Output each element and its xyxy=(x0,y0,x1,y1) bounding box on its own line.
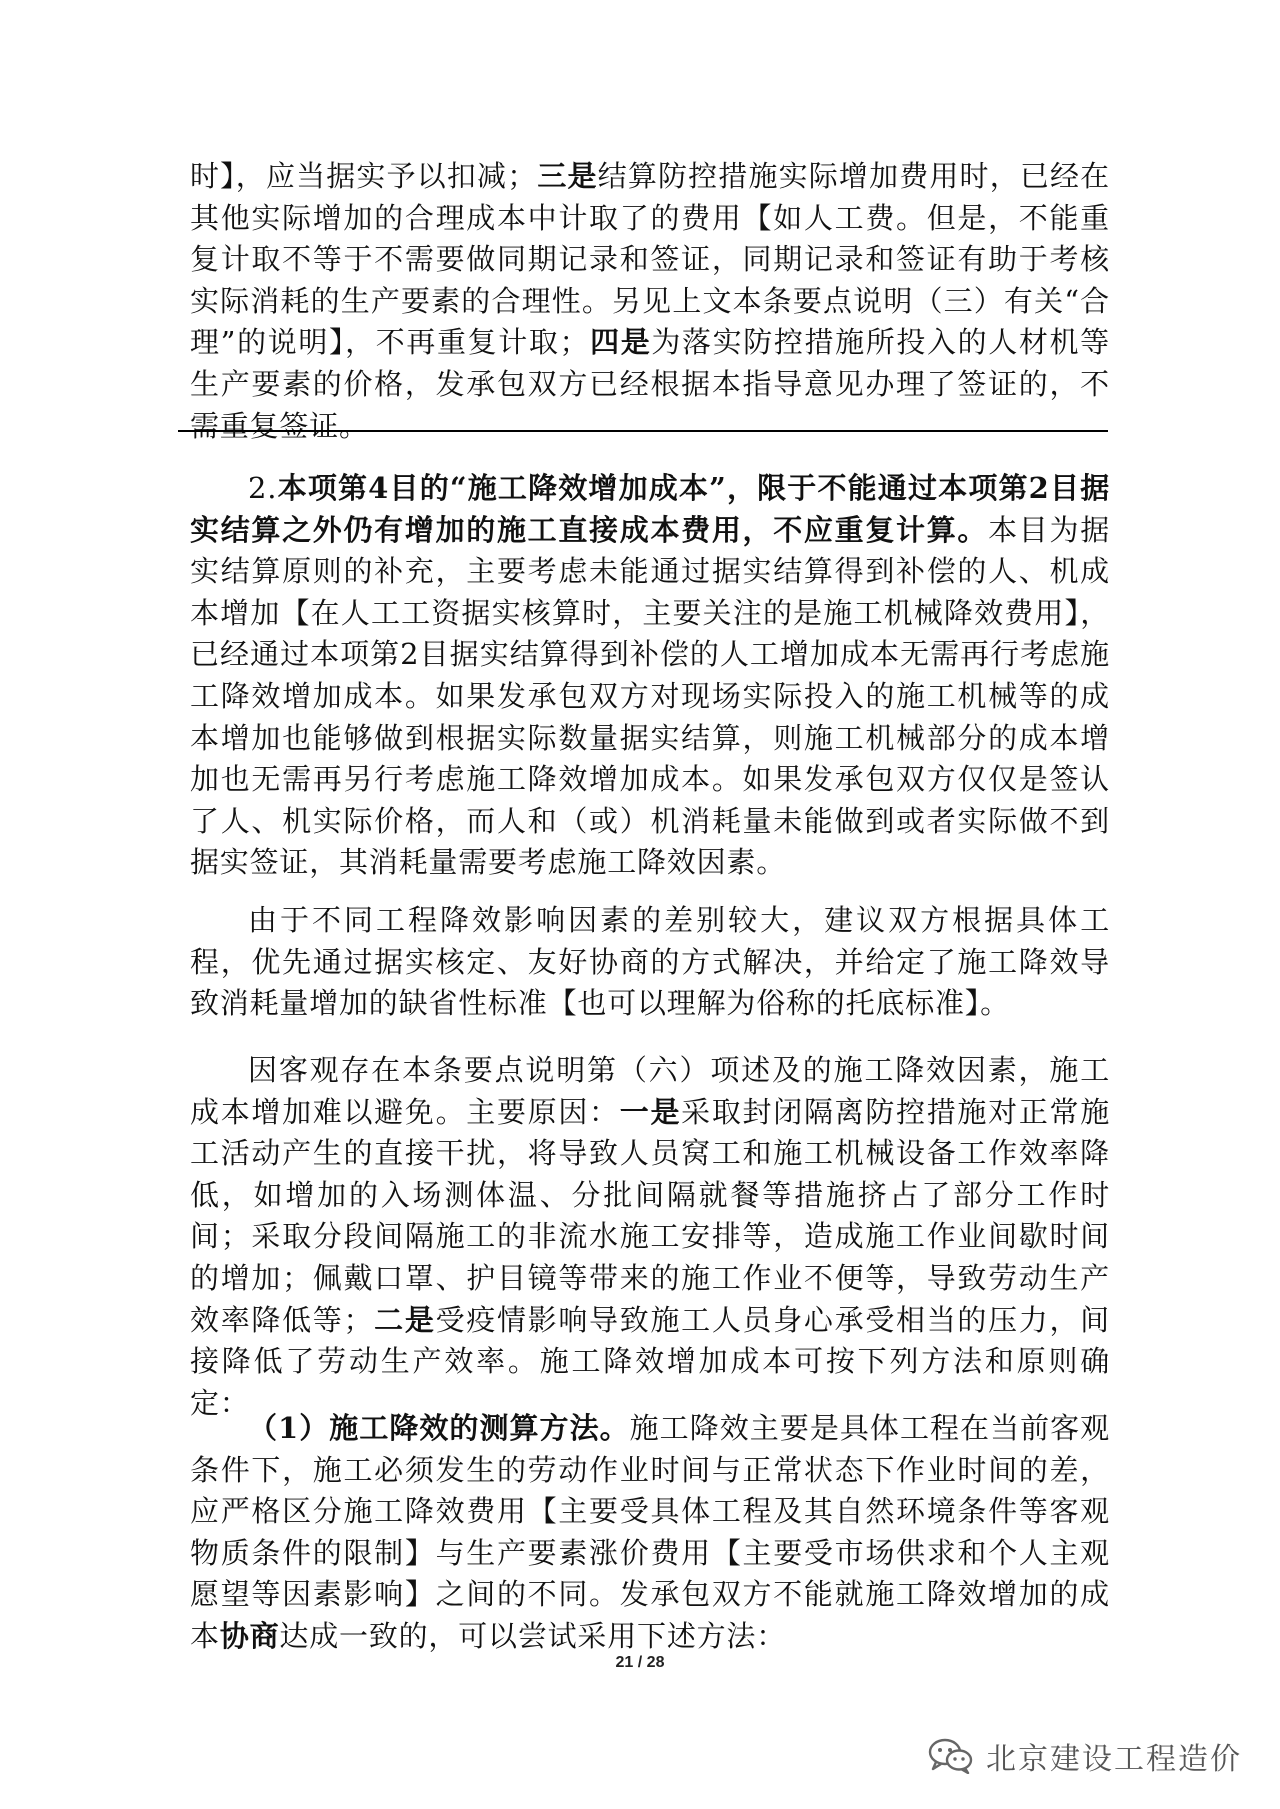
p4-run-bold: 一是 xyxy=(619,1094,682,1129)
paragraph-5-container xyxy=(190,1408,1110,1658)
p4-run: 因客观存在本条要点说明第（六）项述及的施工降效因素，施工成本增加难以避免。主要原因： xyxy=(190,1053,1110,1129)
p5-run-bold: 协商 xyxy=(219,1618,280,1653)
paragraph-3-container xyxy=(190,900,1110,1025)
p1-run-bold: 四是 xyxy=(589,325,652,360)
paragraph-3 xyxy=(190,900,1110,1025)
p4-run: 采取封闭隔离防控措施对正常施工活动产生的直接干扰，将导致人员窝工和施工机械设备工作效率降低，如增加的入场测体温、分批间隔就餐等措施挤占了部分工作时间；采取分段间隔施工的非流水施工安排等，造成施工作业间歇时间的增加；佩戴口罩、护目镜等带来的施工作业不便等，导致劳动生产效率降低等； xyxy=(190,1094,1111,1337)
paragraph-1 xyxy=(190,156,1110,447)
paragraph-4-container xyxy=(190,1050,1110,1424)
page-number: 21 / 28 xyxy=(615,1654,665,1671)
p5-run: 达成一致的，可以尝试采用下述方法： xyxy=(279,1618,787,1653)
p1-run-bold: 三是 xyxy=(537,159,598,193)
paragraph-1-container xyxy=(190,156,1110,447)
wechat-icon xyxy=(928,1738,974,1774)
p4-run-bold: 二是 xyxy=(373,1302,436,1337)
p2-run: 2. xyxy=(248,471,278,505)
watermark xyxy=(928,1734,1242,1778)
p5-run: 施工降效主要是具体工程在当前客观条件下，施工必须发生的劳动作业时间与正常状态下作业时间的差，应严格区分施工降效费用【主要受具体工程及其自然环境条件等客观物质条件的限制】与生产要素涨价费用【主要受市场供求和个人主观愿望等因素影响】之间的不同。发承包双方不能就施工降效增加的成本 xyxy=(190,1411,1110,1653)
paragraph-2 xyxy=(190,468,1110,884)
paragraph-2-container xyxy=(190,468,1110,884)
p4-run: 受疫情影响导致施工人员身心承受相当的压力，间接降低了劳动生产效率。施工降效增加成本可按下列方法和原则确定： xyxy=(190,1302,1110,1420)
horizontal-divider xyxy=(178,430,1108,432)
p5-run-bold: （1）施工降效的测算方法。 xyxy=(248,1411,630,1445)
p3-run: 由于不同工程降效影响因素的差别较大，建议双方根据具体工程，优先通过据实核定、友好协商的方式解决，并给定了施工降效导致消耗量增加的缺省性标准【也可以理解为俗称的托底标准】。 xyxy=(190,903,1110,1021)
p2-run-bold: 本项第4目的“施工降效增加成本”，限于不能通过本项第2目据实结算之外仍有增加的施工直接成本费用，不应重复计算。 xyxy=(190,471,1110,547)
p1-run: 时】，应当据实予以扣减； xyxy=(190,159,538,193)
paragraph-5 xyxy=(190,1408,1110,1658)
watermark-text: 北京建设工程造价 xyxy=(986,1742,1242,1777)
paragraph-4 xyxy=(190,1050,1110,1424)
p1-run: 结算防控措施实际增加费用时，已经在其他实际增加的合理成本中计取了的费用【如人工费。但是，不能重复计取不等于不需要做同期记录和签证，同期记录和签证有助于考核实际消耗的生产要素的合理性。另见上文本条要点说明（三）有关“合理”的说明】，不再重复计取； xyxy=(190,159,1110,360)
p2-run: 本目为据实结算原则的补充，主要考虑未能通过据实结算得到补偿的人、机成本增加【在人工工资据实核算时，主要关注的是施工机械降效费用】，已经通过本项第2目据实结算得到补偿的人工增加成本无需再行考虑施工降效增加成本。如果发承包双方对现场实际投入的施工机械等的成本增加也能够做到根据实际数量据实结算，则施工机械部分的成本增加也无需再另行考虑施工降效增加成本。如果发承包双方仅仅是签认了人、机实际价格，而人和（或）机消耗量未能做到或者实际做不到据实签证，其消耗量需要考虑施工降效因素。 xyxy=(190,512,1110,880)
p1-run: 为落实防控措施所投入的人材机等生产要素的价格，发承包双方已经根据本指导意见办理了签证的，不需重复签证。 xyxy=(190,325,1110,443)
